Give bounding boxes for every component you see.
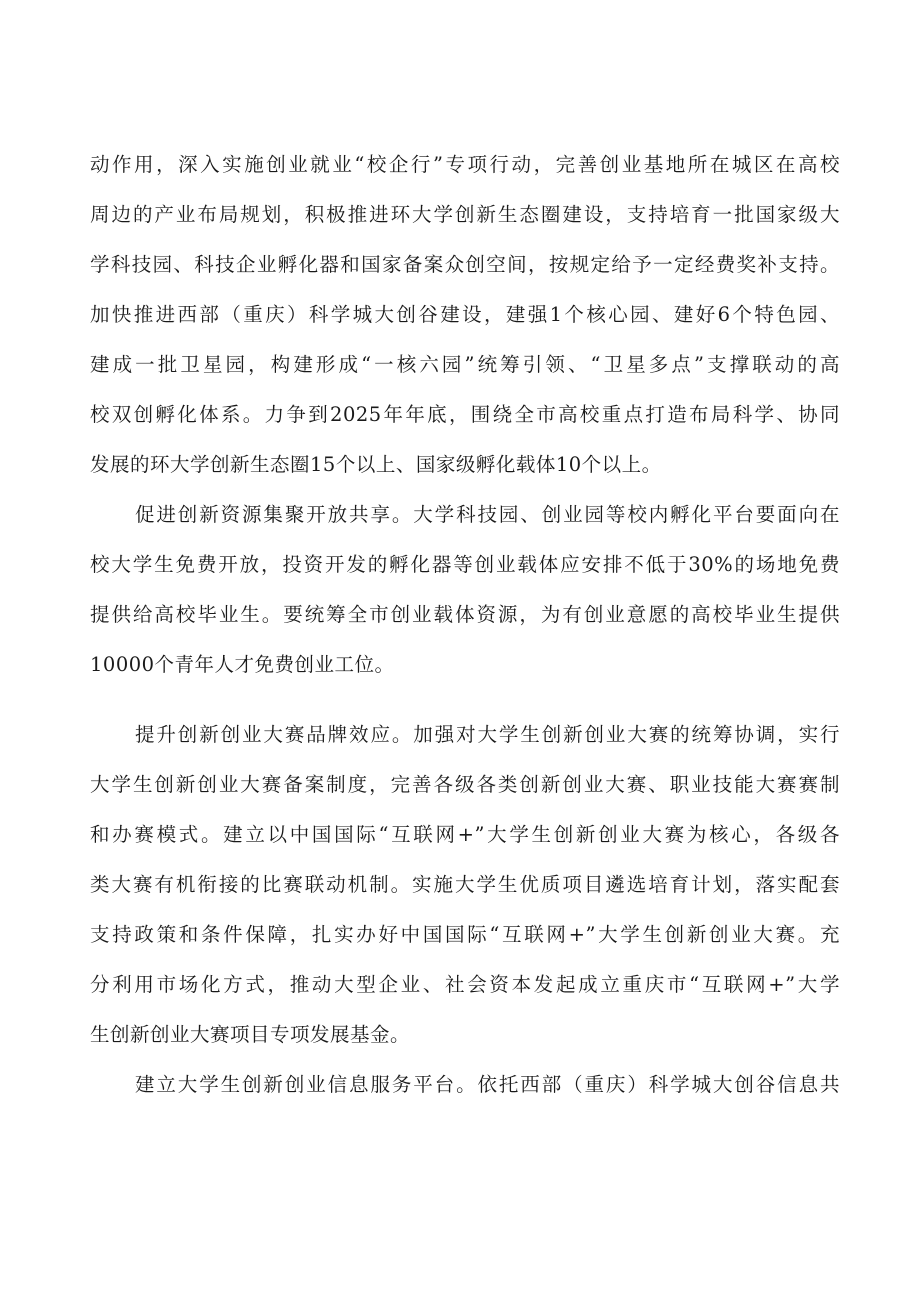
paragraph-heading-line: 建立大学生创新创业信息服务平台。依托西部（重庆）科学城大创谷信息共 — [135, 1073, 840, 1096]
text-line: 生创新创业大赛项目专项发展基金。 — [90, 1023, 411, 1046]
text-line: 周边的产业布局规划，积极推进环大学创新生态圈建设，支持培育一批国家级大 — [90, 203, 840, 226]
text-line: 大学生创新创业大赛备案制度，完善各级各类创新创业大赛、职业技能大赛赛制 — [90, 773, 840, 796]
text-line: 校大学生免费开放，投资开发的孵化器等创业载体应安排不低于30%的场地免费 — [90, 553, 840, 576]
text-line: 动作用，深入实施创业就业“校企行”专项行动，完善创业基地所在城区在高校 — [90, 153, 840, 176]
text-line: 校双创孵化体系。力争到2025年年底，围绕全市高校重点打造布局科学、协同 — [90, 403, 840, 426]
text-line: 10000个青年人才免费创业工位。 — [90, 653, 395, 676]
text-line: 类大赛有机衔接的比赛联动机制。实施大学生优质项目遴选培育计划，落实配套 — [90, 873, 840, 896]
text-line: 分利用市场化方式，推动大型企业、社会资本发起成立重庆市“互联网+”大学 — [90, 973, 840, 996]
text-line: 提供给高校毕业生。要统筹全市创业载体资源，为有创业意愿的高校毕业生提供 — [90, 603, 840, 626]
text-line: 支持政策和条件保障，扎实办好中国国际“互联网+”大学生创新创业大赛。充 — [90, 923, 840, 946]
text-line: 和办赛模式。建立以中国国际“互联网+”大学生创新创业大赛为核心，各级各 — [90, 823, 840, 846]
text-line: 建成一批卫星园，构建形成“一核六园”统筹引领、“卫星多点”支撑联动的高 — [90, 353, 840, 376]
paragraph-heading-line: 提升创新创业大赛品牌效应。加强对大学生创新创业大赛的统筹协调，实行 — [135, 723, 840, 746]
paragraph-heading-line: 促进创新资源集聚开放共享。大学科技园、创业园等校内孵化平台要面向在 — [135, 503, 840, 526]
text-line: 发展的环大学创新生态圈15个以上、国家级孵化载体10个以上。 — [90, 453, 662, 476]
text-line: 加快推进西部（重庆）科学城大创谷建设，建强1个核心园、建好6个特色园、 — [90, 303, 840, 326]
text-line: 学科技园、科技企业孵化器和国家备案众创空间，按规定给予一定经费奖补支持。 — [90, 253, 840, 276]
